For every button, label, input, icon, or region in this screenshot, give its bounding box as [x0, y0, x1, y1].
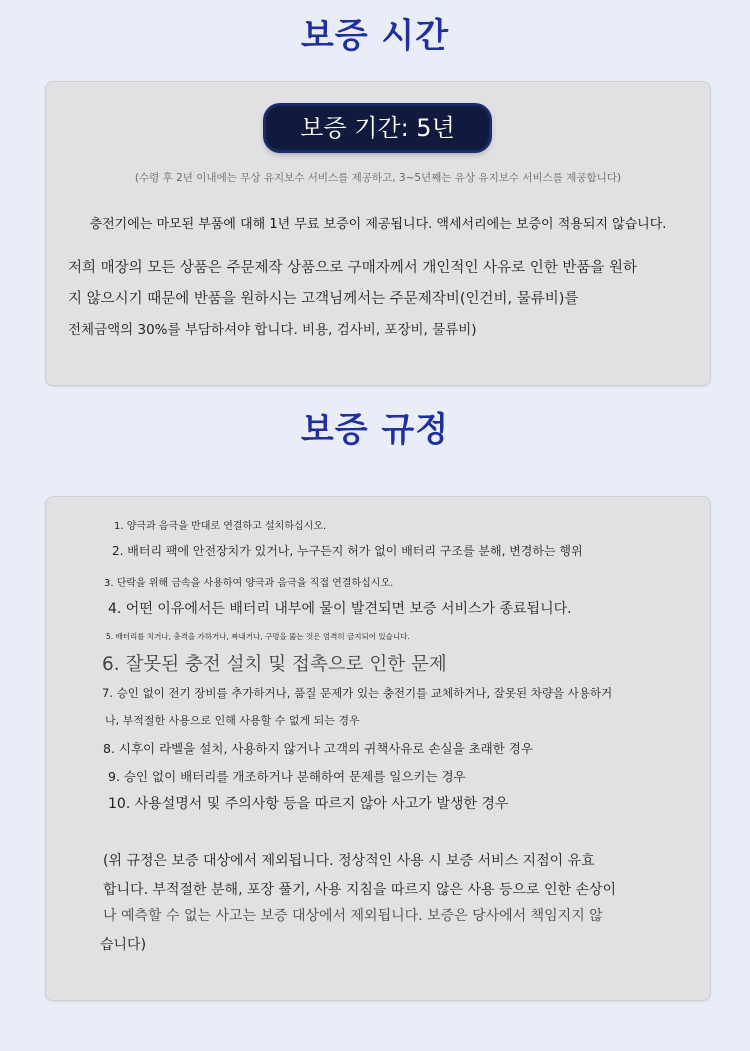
rule-item: 6. 잘못된 충전 설치 및 접촉으로 인한 문제: [102, 654, 447, 675]
rule-item: 4. 어떤 이유에서든 배터리 내부에 물이 발견되면 보증 서비스가 종료됩니다.: [108, 601, 572, 617]
maintenance-note: (수령 후 2년 이내에는 무상 유지보수 서비스를 제공하고, 3~5년째는 유상 유지보수 서비스를 제공합니다): [134, 172, 622, 184]
rule-item: 3. 단락을 위해 금속을 사용하여 양극과 음극을 직접 연결하십시오.: [104, 578, 394, 589]
section-title-warranty-time: 보증 시간: [300, 16, 450, 56]
warranty-period-badge: 보증 기간: 5년: [266, 106, 489, 150]
exclusion-note-line: 합니다. 부적절한 분해, 포장 풀기, 사용 지침을 따르지 않은 사용 등으로 인한 손상이: [103, 882, 617, 898]
rule-item: 5. 배터리를 치거나, 충격을 가하거나, 짜내거나, 구멍을 뚫는 것은 엄격히 금지되어 있습니다.: [106, 632, 410, 641]
rule-item: 나, 부적절한 사용으로 인해 사용할 수 없게 되는 경우: [105, 714, 360, 727]
return-policy-line: 저희 매장의 모든 상품은 주문제작 상품으로 구매자께서 개인적인 사유로 인한 반품을 원하: [68, 260, 637, 276]
rule-item: 7. 승인 없이 전기 장비를 추가하거나, 품질 문제가 있는 충전기를 교체하거나, 잘못된 차량을 사용하거: [102, 686, 613, 700]
exclusion-note-line: 나 예측할 수 없는 사고는 보증 대상에서 제외됩니다. 보증은 당사에서 책임지지 않: [103, 908, 603, 924]
rule-item: 1. 양극과 음극을 반대로 연결하고 설치하십시오.: [114, 521, 327, 532]
rule-item: 8. 시후이 라벨을 설치, 사용하지 않거나 고객의 귀책사유로 손실을 초래한 경우: [103, 741, 533, 756]
exclusion-note-line: (위 규정은 보증 대상에서 제외됩니다. 정상적인 사용 시 보증 서비스 지점이 유효: [103, 853, 595, 869]
return-policy-line: 전체금액의 30%를 부담하셔야 합니다. 비용, 검사비, 포장비, 물류비): [68, 322, 477, 338]
exclusion-note-line: 습니다): [100, 937, 147, 953]
return-policy-line: 지 않으시기 때문에 반품을 원하시는 고객님께서는 주문제작비(인건비, 물류비)를: [68, 291, 579, 307]
warranty-rules-card: [45, 496, 711, 1001]
charger-warranty-text: 충전기에는 마모된 부품에 대해 1년 무료 보증이 제공됩니다. 액세서리에는 보증이 적용되지 않습니다.: [89, 217, 667, 232]
rule-item: 10. 사용설명서 및 주의사항 등을 따르지 않아 사고가 발생한 경우: [108, 796, 509, 812]
rule-item: 9. 승인 없이 배터리를 개조하거나 분해하여 문제를 일으키는 경우: [108, 769, 466, 784]
rule-item: 2. 배터리 팩에 안전장치가 있거나, 누구든지 허가 없이 배터리 구조를 분해, 변경하는 행위: [112, 544, 583, 558]
warranty-time-card: [45, 81, 711, 386]
section-title-warranty-rules: 보증 규정: [300, 410, 450, 450]
